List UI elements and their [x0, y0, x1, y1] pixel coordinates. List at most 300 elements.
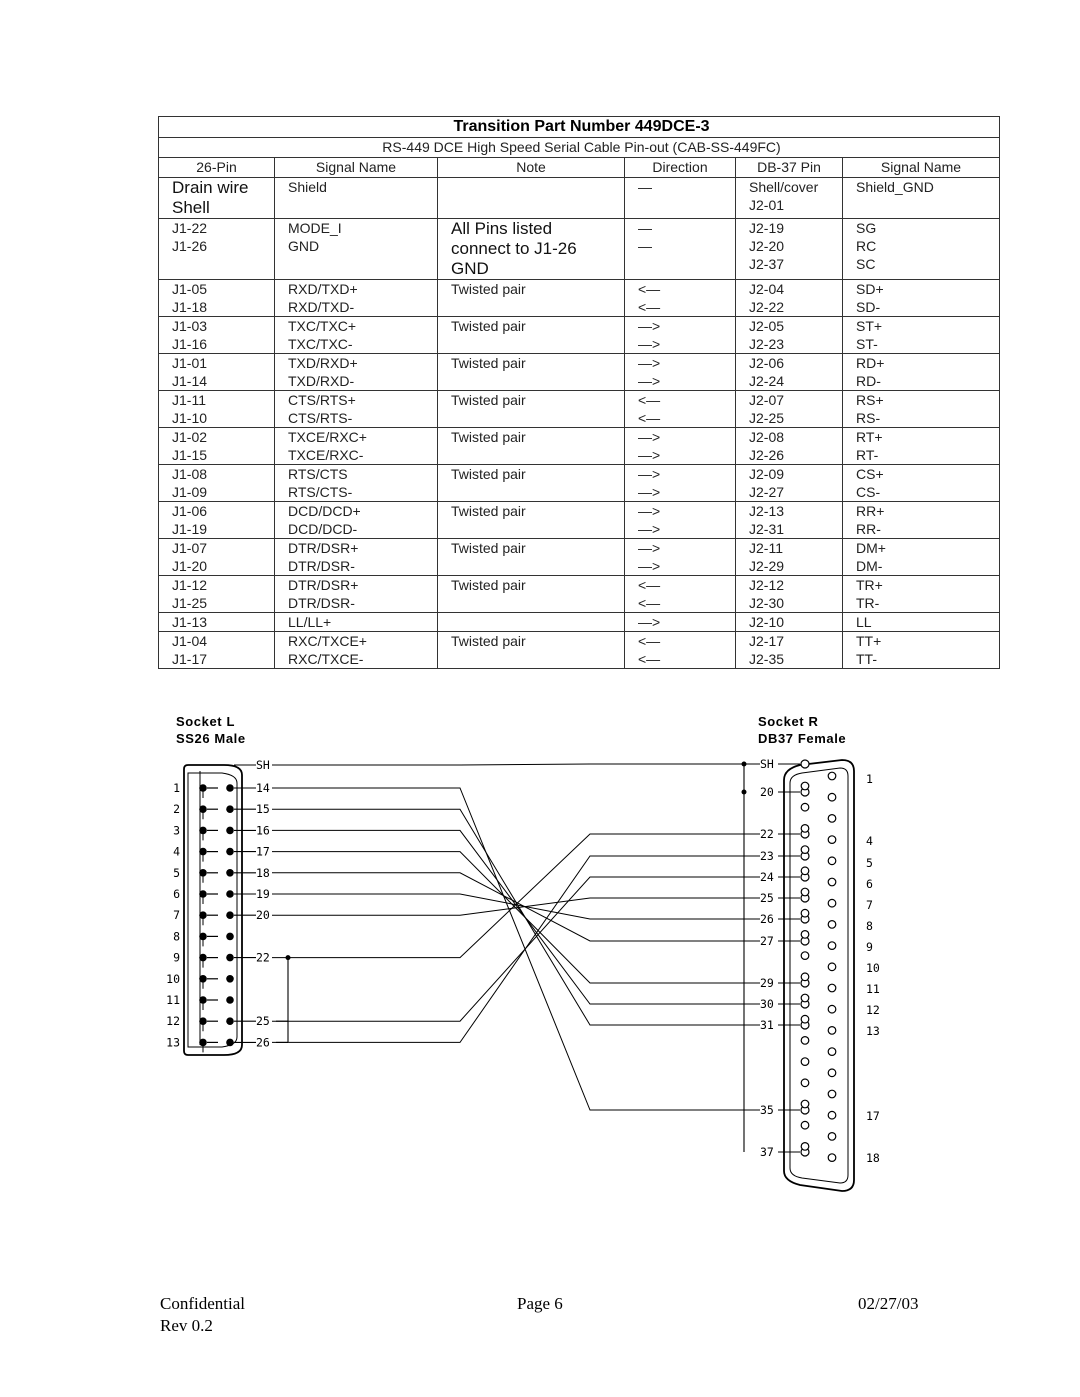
cell-line: RTS/CTS- [288, 484, 353, 500]
db37-pin-cell [736, 219, 843, 280]
pin-cell [159, 317, 275, 354]
direction-cell [625, 539, 736, 576]
right-pin-number: 17 [866, 1109, 880, 1123]
cell-line: <— [638, 299, 661, 315]
db37-pin-cell [736, 613, 843, 632]
cell-line: RD+ [856, 355, 885, 371]
cell-line: DTR/DSR- [288, 558, 355, 574]
cell-line: Twisted pair [451, 540, 526, 556]
cell-line: J2-27 [749, 484, 785, 500]
cell-line: J1-10 [172, 410, 208, 426]
cell-line: RT- [856, 447, 879, 463]
cell-line: RT+ [856, 429, 883, 445]
right-wire-label: 31 [760, 1018, 774, 1032]
signal-wire [272, 809, 760, 1025]
cell-line: RXD/TXD+ [288, 281, 358, 297]
cell-line: TXD/RXD+ [288, 355, 358, 371]
db37-pin-cell [736, 576, 843, 613]
left-wire-label: SH [256, 758, 270, 772]
right-pin-number: 8 [866, 919, 873, 933]
left-pin-dot [226, 975, 234, 983]
pin-cell [159, 576, 275, 613]
db37-pin-cell [736, 539, 843, 576]
db37-hole [801, 952, 809, 960]
pin-cell [159, 178, 275, 219]
cell-line: —> [638, 355, 661, 371]
db37-hole [828, 899, 836, 907]
db37-hole [801, 994, 809, 1002]
cell-line: GND [288, 238, 320, 254]
direction-cell [625, 613, 736, 632]
db37-hole [801, 846, 809, 854]
table-row [159, 465, 1000, 502]
left-pin-dot [226, 954, 234, 962]
cell-line: Twisted pair [451, 318, 526, 334]
pin-cell [159, 280, 275, 317]
cell-line: J1-13 [172, 614, 208, 630]
db37-hole [828, 1048, 836, 1056]
cell-line: SD+ [856, 281, 884, 297]
db37-signal-cell [843, 391, 1000, 428]
right-wire-label: 27 [760, 934, 774, 948]
note-cell [438, 178, 625, 219]
db37-hole [828, 1154, 836, 1162]
right-wire-label: 25 [760, 891, 774, 905]
left-wire-label: 14 [256, 781, 270, 795]
left-wire-label: 17 [256, 844, 270, 859]
signal-name-cell [275, 391, 438, 428]
column-header: Signal Name [843, 158, 1000, 178]
signal-name-cell [275, 428, 438, 465]
right-socket-subtitle: DB37 Female [758, 731, 847, 746]
cell-line: J2-13 [749, 503, 785, 519]
cell-line: connect to J1-26 [451, 239, 577, 258]
db37-hole [801, 1143, 809, 1151]
cell-line: J2-01 [749, 197, 785, 213]
pin-cell [159, 539, 275, 576]
cell-line: J2-31 [749, 521, 785, 537]
note-cell [438, 576, 625, 613]
db37-hole [828, 815, 836, 823]
cell-line: Drain wire [172, 178, 249, 197]
signal-wire [272, 852, 760, 983]
left-wire-label: 19 [256, 887, 270, 901]
cell-line: J1-18 [172, 299, 208, 315]
cell-line: —> [638, 614, 661, 630]
db37-hole [801, 803, 809, 811]
pin-cell [159, 632, 275, 669]
left-pin-number: 7 [173, 908, 180, 923]
cell-line: J2-10 [749, 614, 785, 630]
table-row [159, 219, 1000, 280]
table-row [159, 280, 1000, 317]
left-pin-dot [226, 933, 234, 941]
right-pin-number: 10 [866, 961, 880, 975]
cell-line: RS- [856, 410, 881, 426]
column-header: Note [438, 158, 625, 178]
table-row [159, 502, 1000, 539]
cell-line: J2-26 [749, 447, 785, 463]
footer-confidential: Confidential [160, 1294, 245, 1313]
cell-line: J2-12 [749, 577, 785, 593]
cell-line: —> [638, 540, 661, 556]
note-cell [438, 613, 625, 632]
cell-line: ST+ [856, 318, 883, 334]
table-row [159, 428, 1000, 465]
cell-line: J1-04 [172, 633, 208, 649]
left-pin-number: 4 [173, 844, 180, 859]
cell-line: DCD/DCD+ [288, 503, 361, 519]
cell-line: GND [451, 259, 489, 278]
signal-name-cell [275, 613, 438, 632]
direction-cell [625, 632, 736, 669]
cell-line: J2-29 [749, 558, 785, 574]
db37-hole [828, 921, 836, 929]
cell-line: Shell/cover [749, 179, 819, 195]
left-pin-number: 8 [173, 929, 180, 944]
cell-line: CTS/RTS- [288, 410, 353, 426]
right-wire-label: 35 [760, 1103, 774, 1117]
cell-line: DTR/DSR- [288, 595, 355, 611]
cell-line: <— [638, 281, 661, 297]
left-pin-number: 3 [173, 823, 180, 838]
cell-line: J1-11 [172, 392, 206, 408]
signal-wire [272, 873, 760, 941]
note-cell [438, 391, 625, 428]
right-pin-number: 1 [866, 772, 873, 786]
right-wire-label: 29 [760, 976, 774, 990]
right-wire-label: 26 [760, 912, 774, 926]
db37-pin-cell [736, 354, 843, 391]
db37-pin-cell [736, 317, 843, 354]
cell-line: <— [638, 410, 661, 426]
cell-line: RC [856, 238, 877, 254]
db37-signal-cell [843, 539, 1000, 576]
cell-line: —> [638, 447, 661, 463]
cell-line: DM- [856, 558, 883, 574]
column-header: 26-Pin [159, 158, 275, 178]
db37-pin-cell [736, 502, 843, 539]
db37-signal-cell [843, 178, 1000, 219]
wiring-diagram [160, 705, 920, 1195]
db37-hole [828, 878, 836, 886]
note-cell [438, 428, 625, 465]
left-pin-dot [226, 1017, 234, 1025]
cell-line: J1-07 [172, 540, 208, 556]
cell-line: SD- [856, 299, 881, 315]
db37-signal-cell [843, 465, 1000, 502]
left-pin-number: 11 [166, 993, 180, 1007]
signal-name-cell [275, 576, 438, 613]
cell-line: J1-09 [172, 484, 208, 500]
right-wire-label: 23 [760, 849, 774, 863]
note-cell [438, 317, 625, 354]
db37-signal-cell [843, 428, 1000, 465]
table-row [159, 354, 1000, 391]
db37-hole [828, 857, 836, 865]
table-subtitle: RS-449 DCE High Speed Serial Cable Pin-out (CAB-SS-449FC) [159, 138, 1000, 158]
db37-hole [801, 1100, 809, 1108]
cell-line: J2-04 [749, 281, 785, 297]
right-pin-number: 11 [866, 982, 880, 996]
signal-wire [272, 834, 760, 958]
pin-cell [159, 465, 275, 502]
cell-line: J1-16 [172, 336, 208, 352]
signal-wire [272, 856, 760, 1042]
direction-cell [625, 391, 736, 428]
cell-line: All Pins listed [451, 219, 553, 238]
db37-pin-cell [736, 391, 843, 428]
signal-name-cell [275, 539, 438, 576]
table-row [159, 539, 1000, 576]
table-title: Transition Part Number 449DCE-3 [159, 117, 1000, 138]
cell-line: J2-05 [749, 318, 785, 334]
cell-line: SC [856, 256, 876, 272]
cell-line: DCD/DCD- [288, 521, 358, 537]
left-wire-label: 20 [256, 908, 270, 923]
db37-hole [828, 1005, 836, 1013]
db37-signal-cell [843, 219, 1000, 280]
signal-name-cell [275, 219, 438, 280]
left-wire-label: 22 [256, 950, 270, 965]
cell-line: — [638, 179, 652, 195]
right-pin-number: 5 [866, 856, 873, 870]
cell-line: J2-35 [749, 651, 785, 667]
left-wire-label: 15 [256, 802, 270, 817]
left-pin-dot [226, 911, 234, 919]
pin-cell [159, 428, 275, 465]
right-connector-shell-inner [790, 768, 848, 1183]
left-pin-dot [226, 827, 234, 835]
left-connector-shell-inner [188, 773, 237, 1047]
db37-hole [801, 888, 809, 896]
note-cell [438, 539, 625, 576]
cell-line: —> [638, 558, 661, 574]
db37-hole [801, 1121, 809, 1129]
cell-line: —> [638, 373, 661, 389]
right-pin-number: 9 [866, 940, 873, 954]
db37-hole [828, 963, 836, 971]
signal-name-cell [275, 280, 438, 317]
left-pin-dot [226, 805, 234, 813]
signal-wire [272, 898, 760, 915]
cell-line: J2-09 [749, 466, 785, 482]
cell-line: —> [638, 429, 661, 445]
db37-signal-cell [843, 632, 1000, 669]
footer-page-number: Page 6 [517, 1294, 563, 1313]
signal-wire [272, 788, 760, 1110]
note-cell [438, 354, 625, 391]
left-pin-number: 1 [173, 781, 180, 795]
cell-line: Twisted pair [451, 392, 526, 408]
db37-hole [828, 1111, 836, 1119]
cell-line: Twisted pair [451, 577, 526, 593]
direction-cell [625, 219, 736, 280]
signal-name-cell [275, 317, 438, 354]
db37-signal-cell [843, 613, 1000, 632]
db37-hole [801, 867, 809, 875]
cell-line: LL [856, 614, 872, 630]
db37-signal-cell [843, 354, 1000, 391]
cell-line: RXC/TXCE+ [288, 633, 367, 649]
db37-hole [801, 1037, 809, 1045]
cell-line: Twisted pair [451, 503, 526, 519]
cell-line: J2-06 [749, 355, 785, 371]
left-pin-number: 5 [173, 865, 180, 880]
cell-line: J2-08 [749, 429, 785, 445]
cell-line: RD- [856, 373, 881, 389]
cell-line: MODE_I [288, 220, 342, 236]
footer-revision: Rev 0.2 [160, 1316, 213, 1335]
table-row [159, 391, 1000, 428]
note-cell [438, 219, 625, 280]
cell-line: Shell [172, 198, 210, 217]
db37-hole [828, 772, 836, 780]
cell-line: <— [638, 651, 661, 667]
cell-line: TXCE/RXC+ [288, 429, 367, 445]
cell-line: TXCE/RXC- [288, 447, 364, 463]
table-row [159, 613, 1000, 632]
cell-line: —> [638, 466, 661, 482]
cell-line: TR- [856, 595, 880, 611]
pin-cell [159, 613, 275, 632]
left-wire-label: 16 [256, 823, 270, 838]
cell-line: CS- [856, 484, 881, 500]
db37-pin-cell [736, 280, 843, 317]
direction-cell [625, 576, 736, 613]
cell-line: Twisted pair [451, 633, 526, 649]
right-wire-label: 20 [760, 785, 774, 799]
cell-line: <— [638, 577, 661, 593]
column-header: DB-37 Pin [736, 158, 843, 178]
cell-line: J2-11 [749, 540, 783, 556]
cell-line: TXD/RXD- [288, 373, 355, 389]
cell-line: —> [638, 484, 661, 500]
left-wire-label: 25 [256, 1014, 270, 1029]
db37-hole [801, 1079, 809, 1087]
direction-cell [625, 280, 736, 317]
db37-hole [828, 793, 836, 801]
table-row [159, 632, 1000, 669]
signal-name-cell [275, 632, 438, 669]
cell-line: J1-06 [172, 503, 208, 519]
cell-line: Twisted pair [451, 355, 526, 371]
left-pin-number: 6 [173, 887, 180, 901]
right-pin-number: 18 [866, 1151, 880, 1165]
cell-line: J2-22 [749, 299, 785, 315]
right-pin-number: 7 [866, 898, 873, 912]
db37-pin-cell [736, 465, 843, 502]
cell-line: — [638, 220, 652, 236]
cell-line: RR+ [856, 503, 885, 519]
cell-line: —> [638, 503, 661, 519]
cell-line: J1-14 [172, 373, 208, 389]
cell-line: J2-17 [749, 633, 785, 649]
cell-line: —> [638, 336, 661, 352]
cell-line: TR+ [856, 577, 883, 593]
column-header: Direction [625, 158, 736, 178]
db37-signal-cell [843, 576, 1000, 613]
direction-cell [625, 428, 736, 465]
direction-cell [625, 178, 736, 219]
signal-wire [272, 764, 760, 765]
table-header-row [159, 158, 1000, 178]
table-subtitle-row [159, 138, 1000, 158]
signal-name-cell [275, 354, 438, 391]
signal-wire [272, 877, 760, 1021]
table-title-row [159, 117, 1000, 138]
cell-line: Shield_GND [856, 179, 934, 195]
right-connector-shell [784, 760, 854, 1191]
cell-line: Twisted pair [451, 281, 526, 297]
left-pin-dot [226, 890, 234, 898]
left-pin-number: 9 [173, 950, 180, 965]
note-cell [438, 632, 625, 669]
right-wire-label: 22 [760, 827, 774, 841]
signal-name-cell [275, 178, 438, 219]
cell-line: J1-26 [172, 238, 208, 254]
table-row [159, 178, 1000, 219]
cell-line: J1-19 [172, 521, 208, 537]
cell-line: SG [856, 220, 877, 236]
right-pin-number: 4 [866, 834, 873, 848]
cell-line: J1-15 [172, 447, 208, 463]
left-pin-dot [226, 869, 234, 877]
left-wire-label: 18 [256, 865, 270, 880]
left-pin-dot [226, 848, 234, 856]
cell-line: J2-24 [749, 373, 785, 389]
cell-line: J1-03 [172, 318, 208, 334]
left-socket-title: Socket L [176, 714, 235, 729]
note-cell [438, 502, 625, 539]
cell-line: CTS/RTS+ [288, 392, 356, 408]
cell-line: J1-05 [172, 281, 208, 297]
cell-line: RTS/CTS [288, 466, 348, 482]
cell-line: J2-25 [749, 410, 785, 426]
footer-date: 02/27/03 [858, 1294, 919, 1313]
signal-name-cell [275, 465, 438, 502]
cell-line: J1-02 [172, 429, 208, 445]
cell-line: <— [638, 633, 661, 649]
db37-hole [828, 836, 836, 844]
column-header: Signal Name [275, 158, 438, 178]
right-wire-label: 24 [760, 870, 774, 884]
db37-hole [828, 1069, 836, 1077]
cell-line: ST- [856, 336, 878, 352]
direction-cell [625, 502, 736, 539]
db37-hole [801, 973, 809, 981]
cell-line: J1-17 [172, 651, 208, 667]
db37-signal-cell [843, 280, 1000, 317]
cell-line: DM+ [856, 540, 886, 556]
cell-line: RXD/TXD- [288, 299, 355, 315]
diagram-wiring-group [166, 757, 880, 1165]
cell-line: J1-22 [172, 220, 208, 236]
right-wire-label: 37 [760, 1145, 774, 1159]
note-cell [438, 465, 625, 502]
db37-pin-cell [736, 632, 843, 669]
cell-line: J2-19 [749, 220, 785, 236]
cell-line: TT- [856, 651, 877, 667]
left-pin-number: 2 [173, 802, 180, 817]
cell-line: J1-25 [172, 595, 208, 611]
db37-signal-cell [843, 317, 1000, 354]
left-socket-subtitle: SS26 Male [176, 731, 246, 746]
db37-hole [801, 1015, 809, 1023]
db37-hole [828, 942, 836, 950]
cell-line: Twisted pair [451, 466, 526, 482]
note-cell [438, 280, 625, 317]
